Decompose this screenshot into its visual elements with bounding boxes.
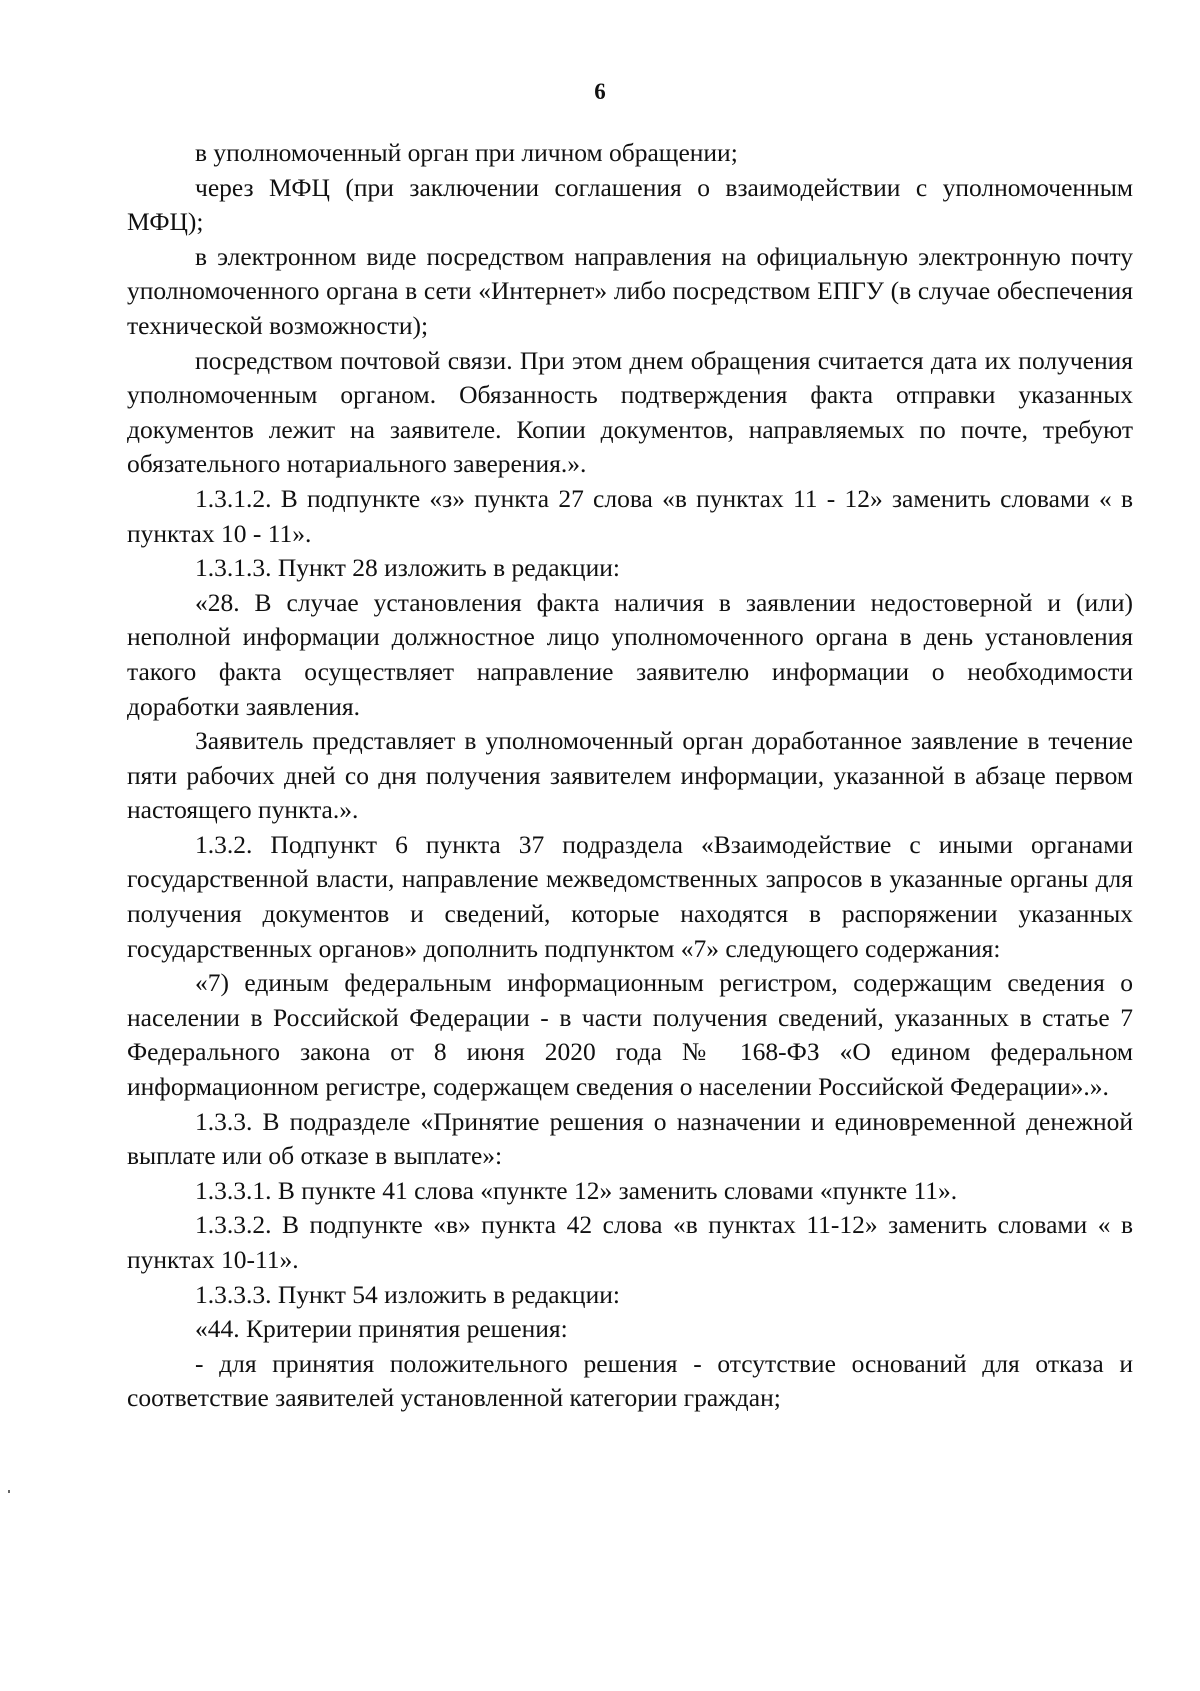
paragraph-1-3-3-2: 1.3.3.2. В подпункте «в» пункта 42 слова «в пунктах 11-12» заменить словами « в пунктах 10-11». xyxy=(127,1210,1133,1274)
paragraph-point-44-heading: «44. Критерии принятия решения: xyxy=(195,1314,568,1344)
scan-speck xyxy=(8,1490,10,1493)
page-number: 6 xyxy=(594,79,606,104)
paragraph-submission-postal: посредством почтовой связи. При этом днем обращения считается дата их получения уполномоченным органом. Обязанность подтверждения факта отправки указанных документов лежит на заявителе. Копии документов, направляемых по почте, требуют обязательного нотариального заверения.». xyxy=(127,345,1133,479)
paragraph-1-3-3-1: 1.3.3.1. В пункте 41 слова «пункте 12» заменить словами «пункте 11». xyxy=(195,1175,958,1205)
paragraph-submission-mfc: через МФЦ (при заключении соглашения о взаимодействии с уполномоченным МФЦ); xyxy=(127,172,1133,237)
paragraph-1-3-3: 1.3.3. В подразделе «Принятие решения о назначении и единовременной денежной выплате или об отказе в выплате»: xyxy=(127,1106,1133,1171)
paragraph-applicant-revision: Заявитель представляет в уполномоченный орган доработанное заявление в течение пяти рабочих дней со дня получения заявителем информации, указанной в абзаце первом настоящего пункта.». xyxy=(127,726,1133,825)
paragraph-subpoint-7: «7) единым федеральным информационным регистром, содержащим сведения о населении в Российской Федерации - в части получения сведений, указанных в статье 7 Федерального закона от 8 июня 2020 года № 168-ФЗ «О едином федеральном информационном регистре, содержащем сведения о населении Российской Федерации».». xyxy=(127,968,1133,1102)
paragraph-criteria-positive: - для принятия положительного решения - отсутствие оснований для отказа и соответствие заявителей установленной категории граждан; xyxy=(127,1348,1133,1413)
paragraph-submission-in-person: в уполномоченный орган при личном обращении; xyxy=(195,138,738,167)
paragraph-point-28: «28. В случае установления факта наличия в заявлении недостоверной и (или) неполной информации должностное лицо уполномоченного органа в день установления такого факта осуществляет направление заявителю информации о необходимости доработки заявления. xyxy=(127,587,1133,721)
paragraph-submission-electronic: в электронном виде посредством направления на официальную электронную почту уполномоченного органа в сети «Интернет» либо посредством ЕПГУ (в случае обеспечения технической возможности); xyxy=(127,241,1133,340)
paragraph-1-3-1-3: 1.3.1.3. Пункт 28 изложить в редакции: xyxy=(195,553,620,583)
document-body xyxy=(127,136,1133,1416)
paragraph-1-3-3-3: 1.3.3.3. Пункт 54 изложить в редакции: xyxy=(195,1279,620,1309)
paragraph-1-3-1-2: 1.3.1.2. В подпункте «з» пункта 27 слова «в пунктах 11 - 12» заменить словами « в пунктах 10 - 11». xyxy=(127,483,1133,548)
paragraph-1-3-2: 1.3.2. Подпункт 6 пункта 37 подраздела «Взаимодействие с иными органами государственной власти, направление межведомственных запросов в указанные органы для получения документов и сведений, которые находятся в распоряжении указанных государственных органов» дополнить подпунктом «7» следующего содержания: xyxy=(127,829,1133,963)
